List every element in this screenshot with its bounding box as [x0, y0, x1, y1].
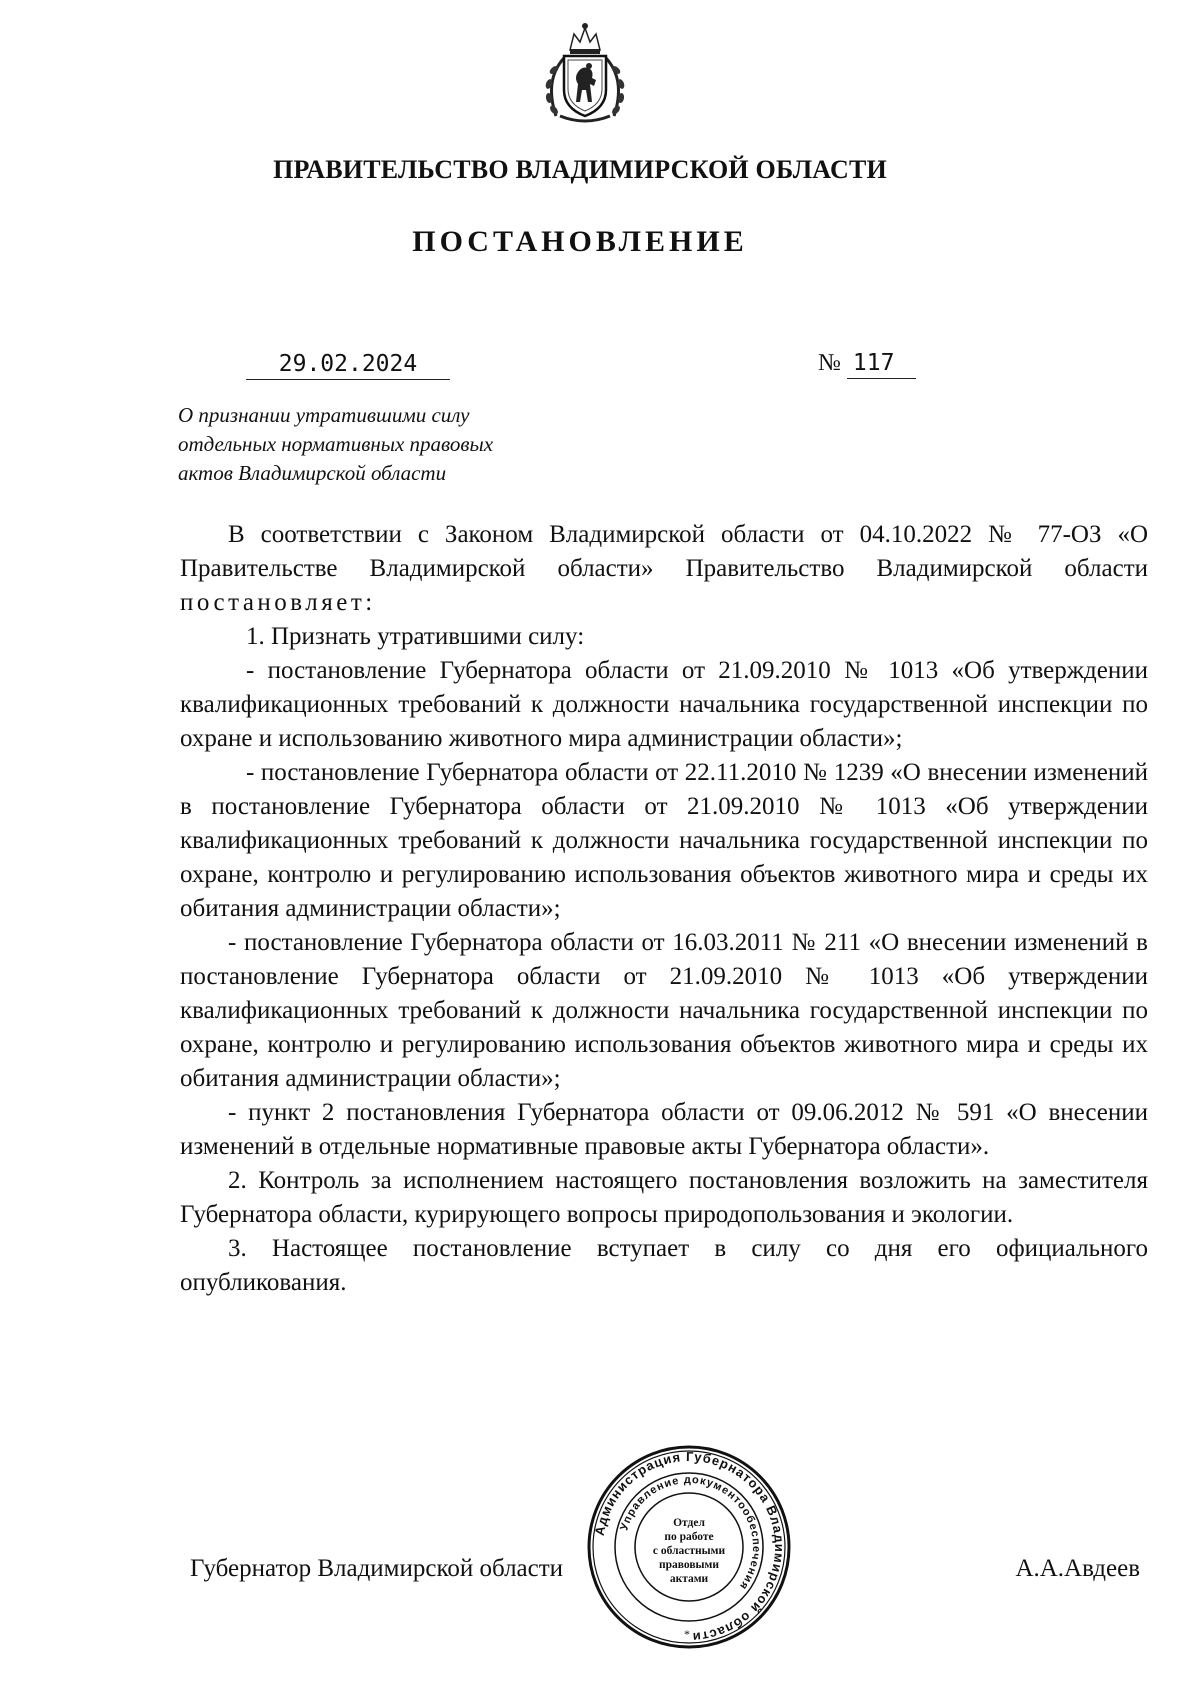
- item-2: 2. Контроль за исполнением настоящего постановления возложить на заместителя Губернатора области, курирующего вопросы природопользования и экологии.: [180, 1167, 1148, 1228]
- item-3: 3. Настоящее постановление вступает в силу со дня его официального опубликования.: [180, 1235, 1148, 1296]
- item-1: 1. Признать утратившими силу:: [246, 623, 585, 650]
- document-subject: [178, 401, 598, 488]
- sub-item-1: - постановление Губернатора области от 21.09.2010 № 1013 «Об утверждении квалификационных требований к должности начальника государственной инспекции по охране и использованию животного мира администрации области»;: [180, 657, 1148, 752]
- stamp-center-line: с областными: [652, 1545, 726, 1557]
- subject-line: актов Владимирской области: [178, 461, 447, 485]
- stamp-center-line: Отдел: [673, 1517, 705, 1529]
- subject-line: О признании утратившими силу: [178, 403, 470, 427]
- signatory-role: Губернатор Владимирской области: [190, 1555, 564, 1582]
- official-seal-stamp: [584, 1442, 794, 1652]
- document-body: [180, 518, 1148, 1300]
- document-date: 29.02.2024: [246, 351, 450, 380]
- signatory-name: А.А.Авдеев: [1015, 1555, 1140, 1582]
- sub-item-3: - постановление Губернатора области от 16.03.2011 № 211 «О внесении изменений в постановление Губернатора области от 21.09.2010 № 1013 «Об утверждении квалификационных требований к должности начальника государственной инспекции по охране, контролю и регулированию использования объектов животного мира и среды их обитания администрации области»;: [180, 929, 1148, 1092]
- sub-item-4: - пункт 2 постановления Губернатора области от 09.06.2012 № 591 «О внесении изменений в отдельные нормативные правовые акты Губернатора области».: [180, 1099, 1148, 1160]
- organization-title: ПРАВИТЕЛЬСТВО ВЛАДИМИРСКОЙ ОБЛАСТИ: [273, 155, 887, 184]
- subject-line: отдельных нормативных правовых: [178, 432, 494, 456]
- preamble-paragraph: [180, 518, 1148, 620]
- preamble-text: В соответствии с Законом Владимирской области от 04.10.2022 № 77-ОЗ «О Правительстве Владимирской области» Правительство Владимирской области: [180, 521, 1148, 582]
- stamp-outer-text: Администрация Губернатора Владимирской области: [591, 1448, 788, 1646]
- stamp-center-line: по работе: [664, 1531, 714, 1543]
- coat-of-arms-emblem: [534, 20, 636, 124]
- number-value: 117: [847, 350, 917, 379]
- sub-item-2: - постановление Губернатора области от 22.11.2010 № 1239 «О внесении изменений в постановление Губернатора области от 21.09.2010 № 1013 «Об утверждении квалификационных требований к должности начальника государственной инспекции по охране, контролю и регулированию использования объектов животного мира и среды их обитания администрации области»;: [180, 759, 1148, 922]
- decree-word: постановляет:: [180, 589, 376, 616]
- stamp-center-line: актами: [669, 1573, 709, 1585]
- document-type-title: ПОСТАНОВЛЕНИЕ: [412, 225, 748, 258]
- number-sign: №: [818, 350, 841, 376]
- document-number: [818, 350, 916, 377]
- stamp-center-line: правовыми: [658, 1559, 720, 1571]
- stamp-star-icon: *: [684, 1627, 690, 1641]
- stamp-inner-text: Управление документообеспечения: [618, 1473, 763, 1593]
